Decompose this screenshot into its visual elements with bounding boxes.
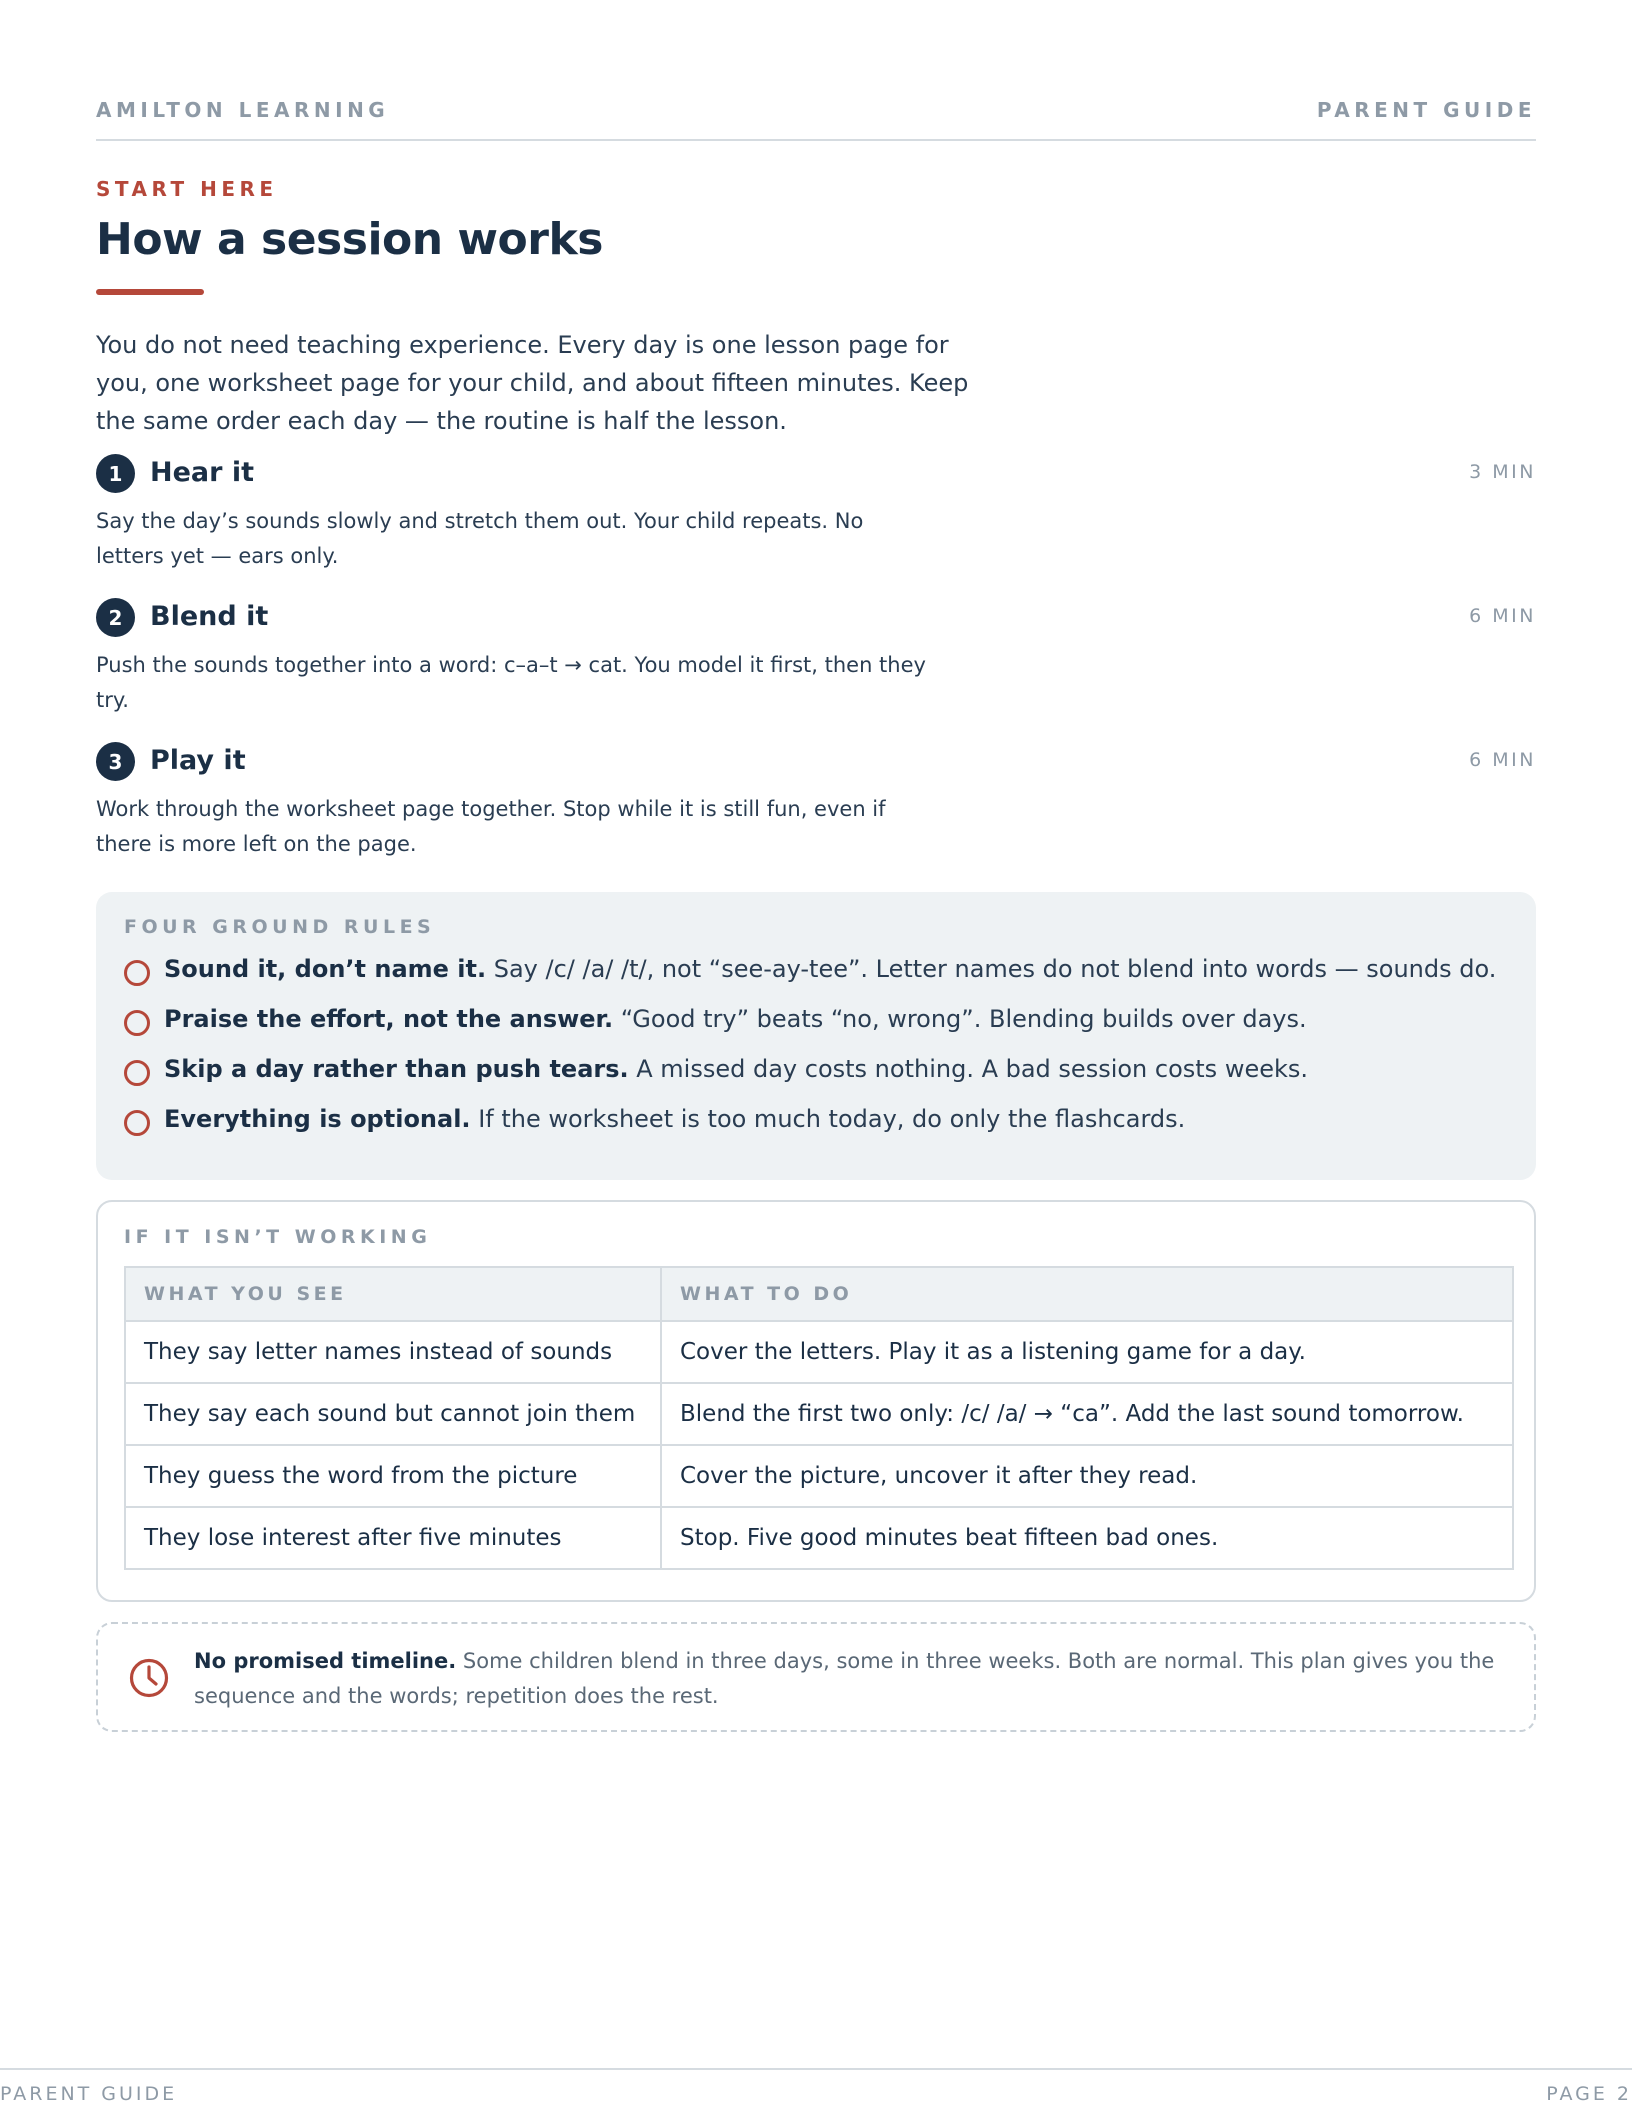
table-cell-action: Cover the letters. Play it as a listening game for a day. (661, 1321, 1513, 1383)
brand-name: AMILTON LEARNING (96, 98, 390, 122)
ground-rule-text (164, 952, 1496, 986)
section-kicker: START HERE (96, 177, 278, 201)
table-header-row (125, 1267, 1513, 1321)
ground-rule-text (164, 1002, 1307, 1036)
ground-rules-label: FOUR GROUND RULES (124, 916, 436, 938)
troubleshooting-panel (96, 1200, 1536, 1602)
step-description: Say the day’s sounds slowly and stretch them out. Your child repeats. No letters yet — ears only. (96, 509, 864, 568)
footer-divider (0, 2068, 1632, 2070)
footer-page-number: PAGE 2 (1546, 2083, 1632, 2105)
column-header-what-you-see: WHAT YOU SEE (125, 1267, 661, 1321)
ground-rules-panel (96, 892, 1536, 1180)
ground-rule-body: A missed day costs nothing. A bad session costs weeks. (628, 1055, 1309, 1083)
header-divider (96, 139, 1536, 141)
ground-rule-heading: Skip a day rather than push tears. (164, 1055, 629, 1083)
ground-rule-body: If the worksheet is too much today, do only the flashcards. (470, 1105, 1186, 1133)
timeline-note-body: Some children blend in three days, some in three weeks. Both are normal. This plan gives you the sequence and the words; repetition does the rest. (194, 1649, 1495, 1708)
timeline-note-text (194, 1644, 1504, 1714)
timeline-note-heading: No promised timeline. (194, 1649, 457, 1673)
step-number-badge: 3 (96, 742, 135, 781)
table-cell-symptom: They guess the word from the picture (125, 1445, 661, 1507)
circle-bullet-icon (124, 1010, 150, 1036)
footer-section-name: PARENT GUIDE (0, 2083, 178, 2105)
circle-bullet-icon (124, 1110, 150, 1136)
table-cell-symptom: They say letter names instead of sounds (125, 1321, 661, 1383)
step-duration: 6 MIN (1469, 605, 1536, 627)
step-duration: 6 MIN (1469, 749, 1536, 771)
table-row (125, 1321, 1513, 1383)
table-row (125, 1445, 1513, 1507)
step-title: Play it (150, 745, 246, 776)
ground-rule-item (124, 952, 1508, 1002)
step-description: Push the sounds together into a word: c–a–t → cat. You model it first, then they try. (96, 653, 926, 712)
table-cell-action: Cover the picture, uncover it after they read. (661, 1445, 1513, 1507)
table-cell-symptom: They say each sound but cannot join them (125, 1383, 661, 1445)
section-name: PARENT GUIDE (1316, 98, 1536, 122)
ground-rule-item (124, 1052, 1508, 1102)
ground-rule-text (164, 1052, 1308, 1086)
table-row (125, 1383, 1513, 1445)
table-row (125, 1507, 1513, 1569)
table-cell-action: Stop. Five good minutes beat fifteen bad ones. (661, 1507, 1513, 1569)
troubleshooting-table (124, 1266, 1514, 1570)
ground-rule-item (124, 1102, 1508, 1152)
ground-rule-body: Say /c/ /a/ /t/, not “see-ay-tee”. Letter names do not blend into words — sounds do. (486, 955, 1497, 983)
intro-paragraph: You do not need teaching experience. Every day is one lesson page for you, one worksheet page for your child, and about fifteen minutes. Keep the same order each day — the routine is half the lesson. (96, 331, 969, 435)
ground-rule-heading: Praise the effort, not the answer. (164, 1005, 614, 1033)
table-cell-action: Blend the first two only: /c/ /a/ → “ca”. Add the last sound tomorrow. (661, 1383, 1513, 1445)
title-underline (96, 289, 204, 295)
ground-rule-item (124, 1002, 1508, 1052)
running-header (96, 98, 1536, 122)
step-number-badge: 1 (96, 454, 135, 493)
step-title: Blend it (150, 601, 269, 632)
timeline-note (96, 1622, 1536, 1732)
circle-bullet-icon (124, 1060, 150, 1086)
step-number-badge: 2 (96, 598, 135, 637)
ground-rule-heading: Everything is optional. (164, 1105, 471, 1133)
ground-rule-text (164, 1102, 1185, 1136)
step-duration: 3 MIN (1469, 461, 1536, 483)
page-title: How a session works (96, 214, 603, 265)
ground-rule-heading: Sound it, don’t name it. (164, 955, 487, 983)
step-title: Hear it (150, 457, 255, 488)
ground-rule-body: “Good try” beats “no, wrong”. Blending builds over days. (613, 1005, 1307, 1033)
column-header-what-to-do: WHAT TO DO (661, 1267, 1513, 1321)
clock-icon (128, 1657, 170, 1699)
step-description: Work through the worksheet page together. Stop while it is still fun, even if there is more left on the page. (96, 797, 886, 856)
troubleshooting-label: IF IT ISN’T WORKING (124, 1226, 432, 1248)
circle-bullet-icon (124, 960, 150, 986)
ground-rules-list (124, 952, 1508, 1152)
table-cell-symptom: They lose interest after five minutes (125, 1507, 661, 1569)
